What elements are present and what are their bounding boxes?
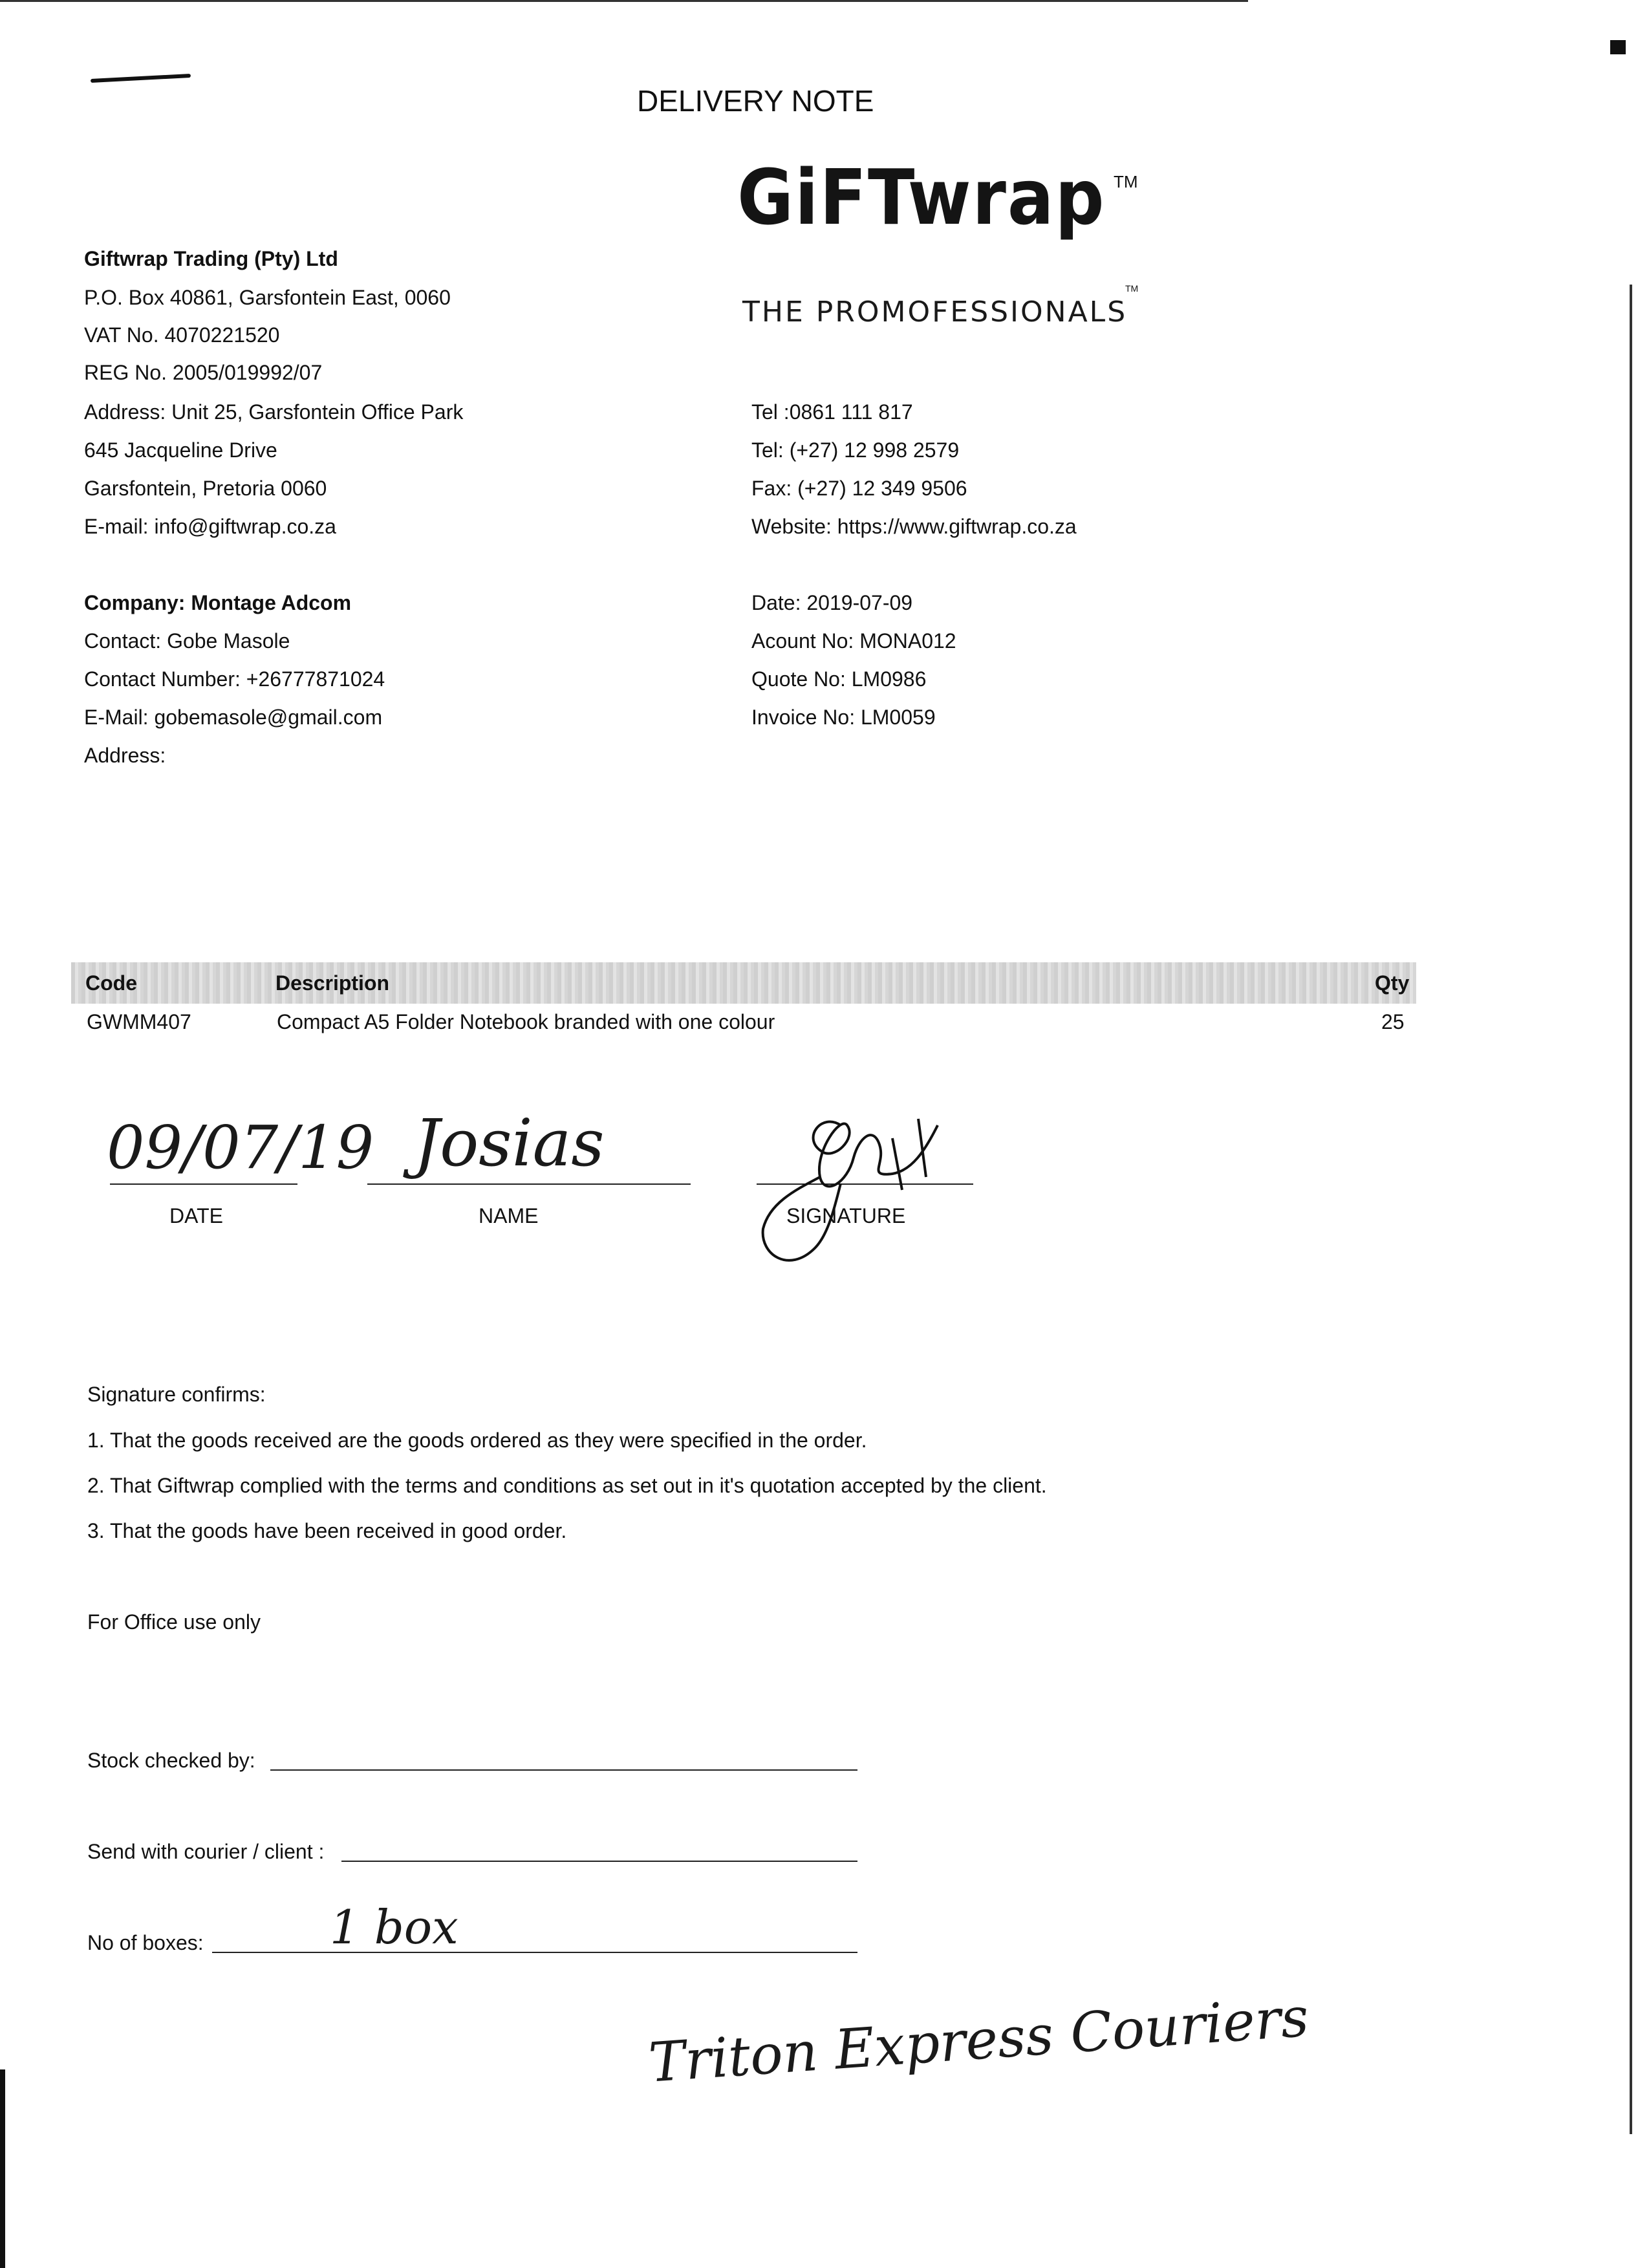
column-header-qty: Qty [1375, 971, 1410, 995]
date-line [110, 1183, 297, 1185]
scan-top-edge [0, 0, 1248, 2]
supplier-reg: REG No. 2005/019992/07 [84, 361, 323, 384]
send-with-label: Send with courier / client : [87, 1840, 325, 1863]
document-date: Date: 2019-07-09 [751, 591, 913, 614]
name-label: NAME [479, 1204, 539, 1227]
tel-secondary: Tel: (+27) 12 998 2579 [751, 438, 960, 462]
supplier-po-box: P.O. Box 40861, Garsfontein East, 0060 [84, 286, 451, 309]
send-with-line [341, 1861, 857, 1862]
supplier-email: E-mail: info@giftwrap.co.za [84, 515, 336, 538]
confirmation-item-3: 3. That the goods have been received in good order. [87, 1519, 567, 1542]
supplier-name: Giftwrap Trading (Pty) Ltd [84, 247, 338, 270]
boxes-line [212, 1952, 857, 1953]
confirmation-heading: Signature confirms: [87, 1383, 266, 1406]
stock-checked-line [270, 1769, 857, 1771]
row-description: Compact A5 Folder Notebook branded with one colour [277, 1010, 775, 1033]
handwritten-signature [744, 1099, 989, 1274]
scan-right-mark-top [1610, 40, 1626, 54]
supplier-address-2: 645 Jacqueline Drive [84, 438, 277, 462]
fax-number: Fax: (+27) 12 349 9506 [751, 477, 967, 500]
logo-tagline: THE PROMOFESSIONALS [742, 296, 1128, 329]
handwritten-boxes: 1 box [330, 1900, 458, 1954]
customer-email: E-Mail: gobemasole@gmail.com [84, 706, 383, 729]
handwritten-courier: Triton Express Couriers [647, 1985, 1311, 2095]
supplier-vat: VAT No. 4070221520 [84, 323, 280, 347]
scan-left-edge [0, 2069, 5, 2268]
quote-number: Quote No: LM0986 [751, 667, 927, 691]
signature-label: SIGNATURE [786, 1204, 906, 1227]
document-title: DELIVERY NOTE [637, 84, 874, 118]
confirmation-item-2: 2. That Giftwrap complied with the terms and conditions as set out in it's quotation accepted by the client. [87, 1474, 1047, 1497]
stock-checked-label: Stock checked by: [87, 1749, 255, 1772]
row-code: GWMM407 [87, 1010, 191, 1033]
giftwrap-logo: GiFTwrap [737, 153, 1106, 242]
customer-contact-number: Contact Number: +26777871024 [84, 667, 385, 691]
scan-stroke [91, 74, 191, 83]
account-number: Acount No: MONA012 [751, 629, 956, 653]
confirmation-item-1: 1. That the goods received are the goods ordered as they were specified in the order. [87, 1429, 867, 1452]
tel-primary: Tel :0861 111 817 [751, 400, 913, 424]
boxes-label: No of boxes: [87, 1931, 204, 1954]
name-line [367, 1183, 691, 1185]
column-header-description: Description [275, 971, 390, 995]
website: Website: https://www.giftwrap.co.za [751, 515, 1077, 538]
customer-address: Address: [84, 744, 166, 767]
scan-right-edge [1630, 285, 1632, 2134]
column-header-code: Code [85, 971, 137, 995]
table-header [71, 962, 1416, 1004]
supplier-address-1: Address: Unit 25, Garsfontein Office Park [84, 400, 464, 424]
office-use-heading: For Office use only [87, 1610, 261, 1634]
logo-tm-mark: TM [1114, 172, 1138, 191]
customer-company: Company: Montage Adcom [84, 591, 352, 614]
invoice-number: Invoice No: LM0059 [751, 706, 936, 729]
date-label: DATE [169, 1204, 223, 1227]
handwritten-name: Josias [414, 1105, 605, 1181]
customer-contact: Contact: Gobe Masole [84, 629, 290, 653]
table-row [71, 1009, 1416, 1039]
handwritten-date: 09/07/19 [107, 1113, 374, 1182]
row-qty: 25 [1381, 1010, 1405, 1033]
tagline-tm-mark: TM [1125, 283, 1139, 294]
supplier-address-3: Garsfontein, Pretoria 0060 [84, 477, 327, 500]
